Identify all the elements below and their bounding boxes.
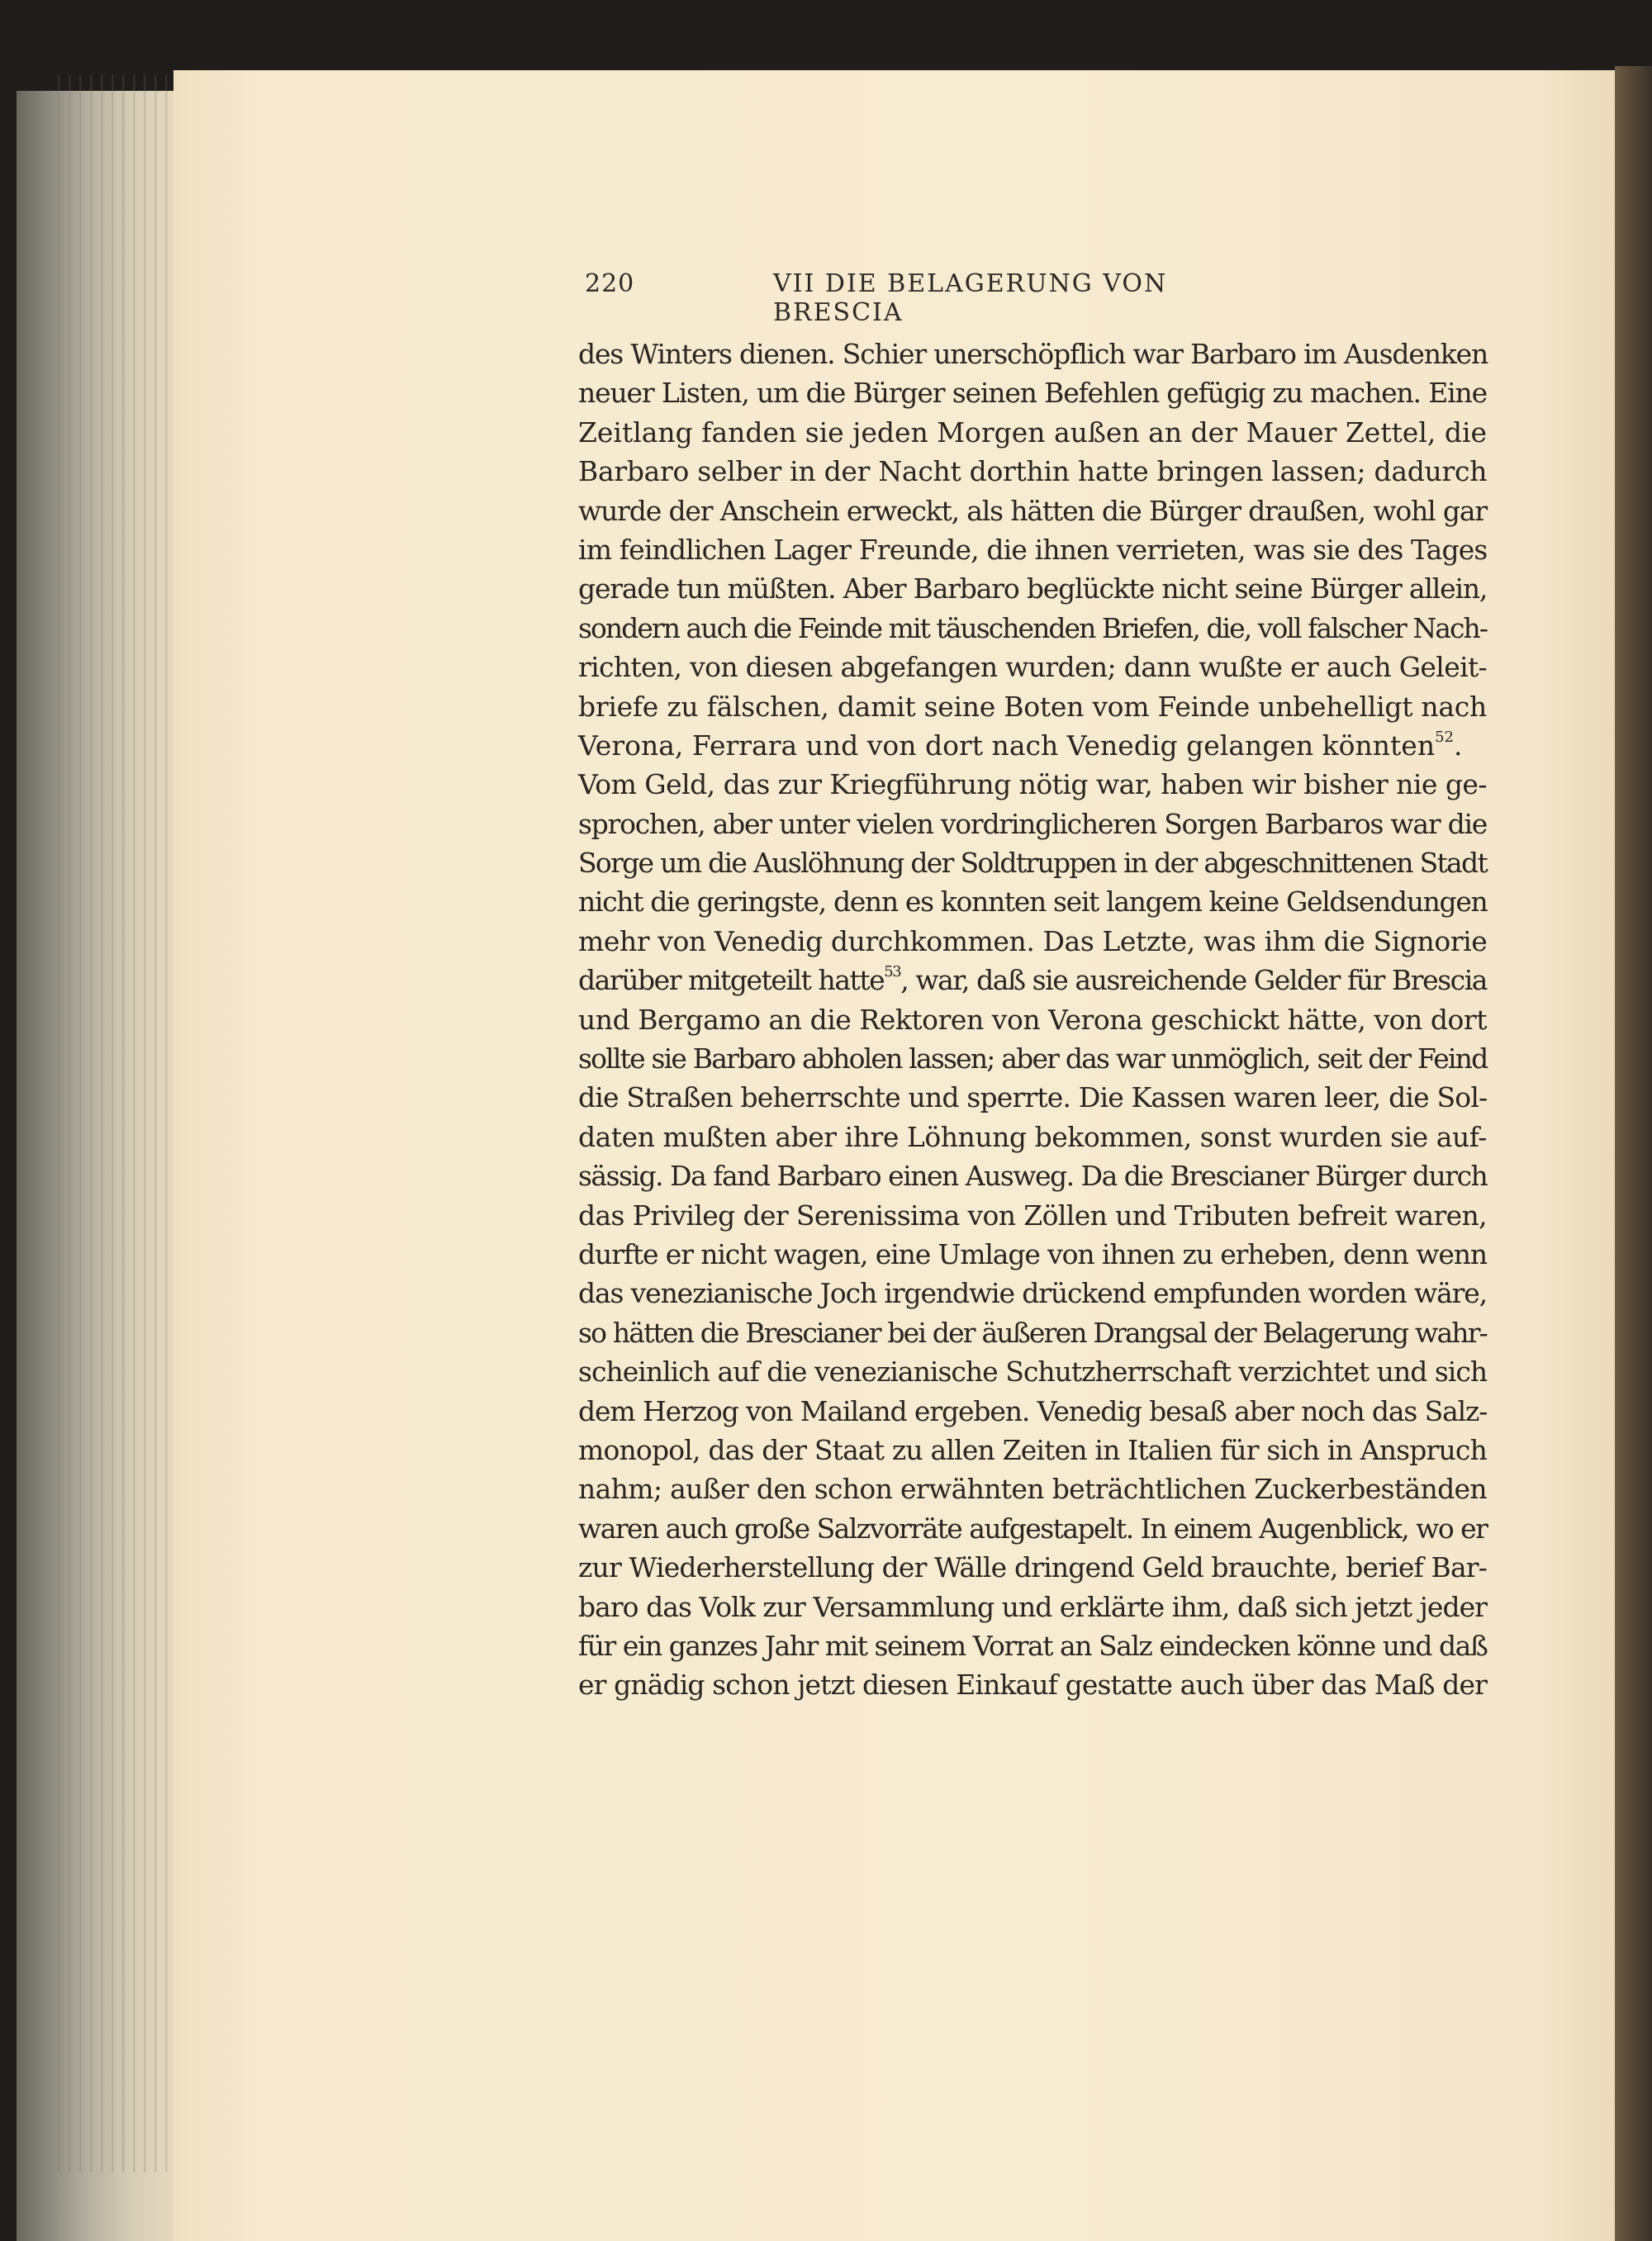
text-line: sondern auch die Feinde mit täuschenden Briefen, die, voll falscher Nach- [578, 611, 1488, 644]
text-line: zur Wiederherstellung der Wälle dringend Geld brauchte, berief Bar- [578, 1551, 1487, 1584]
text-line: sollte sie Barbaro abholen lassen; aber das war unmöglich, seit der Feind [578, 1042, 1488, 1075]
running-title: VII DIE BELAGERUNG VON BRESCIA [773, 269, 1168, 327]
footnote-mark-52: 52 [1435, 728, 1454, 746]
text-line: nahm; außer den schon erwähnten beträchtlichen Zuckerbeständen [578, 1473, 1487, 1506]
text-line: Vom Geld, das zur Kriegführung nötig war, haben wir bisher nie ge- [578, 768, 1487, 801]
text-line: sprochen, aber unter vielen vordringlicheren Sorgen Barbaros war die [578, 807, 1488, 840]
text-line: Zeitlang fanden sie jeden Morgen außen an der Mauer Zettel, die [578, 415, 1487, 449]
text-line: so hätten die Brescianer bei der äußeren Drangsal der Belagerung wahr- [578, 1316, 1487, 1349]
text-line: dem Herzog von Mailand ergeben. Venedig besaß aber noch das Salz- [578, 1394, 1488, 1427]
text-line-part: Verona, Ferrara und von dort nach Venedig gelangen könnten [578, 729, 1436, 762]
text-line: Barbaro selber in der Nacht dorthin hatte bringen lassen; dadurch [578, 455, 1488, 488]
text-line: gerade tun müßten. Aber Barbaro beglückte nicht seine Bürger allein, [578, 572, 1488, 605]
text-line-with-footnote [578, 726, 1487, 765]
text-line: baro das Volk zur Versammlung und erklärte ihm, daß sich jetzt jeder [578, 1590, 1487, 1623]
text-line: monopol, das der Staat zu allen Zeiten in Italien für sich in Anspruch [578, 1433, 1487, 1466]
running-header [585, 269, 1298, 327]
text-line: mehr von Venedig durchkommen. Das Letzte, was ihm die Signorie [578, 924, 1488, 957]
text-line-with-footnote [578, 961, 1487, 999]
text-line: die Straßen beherrschte und sperrte. Die Kassen waren leer, die Sol- [578, 1081, 1488, 1114]
body-text [578, 335, 1487, 1705]
text-line: er gnädig schon jetzt diesen Einkauf gestatte auch über das Maß der [578, 1669, 1487, 1702]
text-line: für ein ganzes Jahr mit seinem Vorrat an Salz eindecken könne und daß [578, 1629, 1488, 1662]
text-line: waren auch große Salzvorräte aufgestapelt. In einem Augenblick, wo er [578, 1512, 1488, 1545]
text-line: durfte er nicht wagen, eine Umlage von ihnen zu erheben, denn wenn [578, 1237, 1487, 1270]
text-line: und Bergamo an die Rektoren von Verona geschickt hätte, von dort [578, 1003, 1487, 1036]
footnote-mark-53: 53 [884, 963, 901, 981]
page-edge-lines [50, 74, 182, 2172]
text-line: wurde der Anschein erweckt, als hätten die Bürger draußen, wohl gar [578, 494, 1487, 527]
text-line: das venezianische Joch irgendwie drückend empfunden worden wäre, [578, 1277, 1487, 1310]
text-line: briefe zu fälschen, damit seine Boten vom Feinde unbehelligt nach [578, 690, 1487, 723]
text-line: sässig. Da fand Barbaro einen Ausweg. Da die Brescianer Bürger durch [578, 1160, 1488, 1193]
text-line: des Winters dienen. Schier unerschöpflich war Barbaro im Ausdenken [578, 338, 1488, 370]
text-line-part: darüber mitgeteilt hatte [578, 964, 885, 997]
text-line: richten, von diesen abgefangen wurden; dann wußte er auch Geleit- [578, 651, 1488, 684]
page-number: 220 [585, 269, 635, 298]
text-line: Sorge um die Auslöhnung der Soldtruppen in der abgeschnittenen Stadt [578, 847, 1487, 880]
text-line: das Privileg der Serenissima von Zöllen und Tributen befreit waren, [578, 1199, 1487, 1232]
book-cover-edge [1615, 66, 1652, 2241]
text-line-part: , war, daß sie ausreichende Gelder für Brescia [900, 964, 1488, 997]
text-line: daten mußten aber ihre Löhnung bekommen, sonst wurden sie auf- [578, 1120, 1487, 1153]
text-line: nicht die geringste, denn es konnten seit langem keine Geldsendungen [578, 885, 1488, 919]
text-line: scheinlich auf die venezianische Schutzherrschaft verzichtet und sich [578, 1356, 1488, 1389]
text-line: im feindlichen Lager Freunde, die ihnen verrieten, was sie des Tages [578, 533, 1488, 566]
text-line-part: . [1453, 729, 1463, 762]
text-line: neuer Listen, um die Bürger seinen Befehlen gefügig zu machen. Eine [578, 377, 1487, 410]
